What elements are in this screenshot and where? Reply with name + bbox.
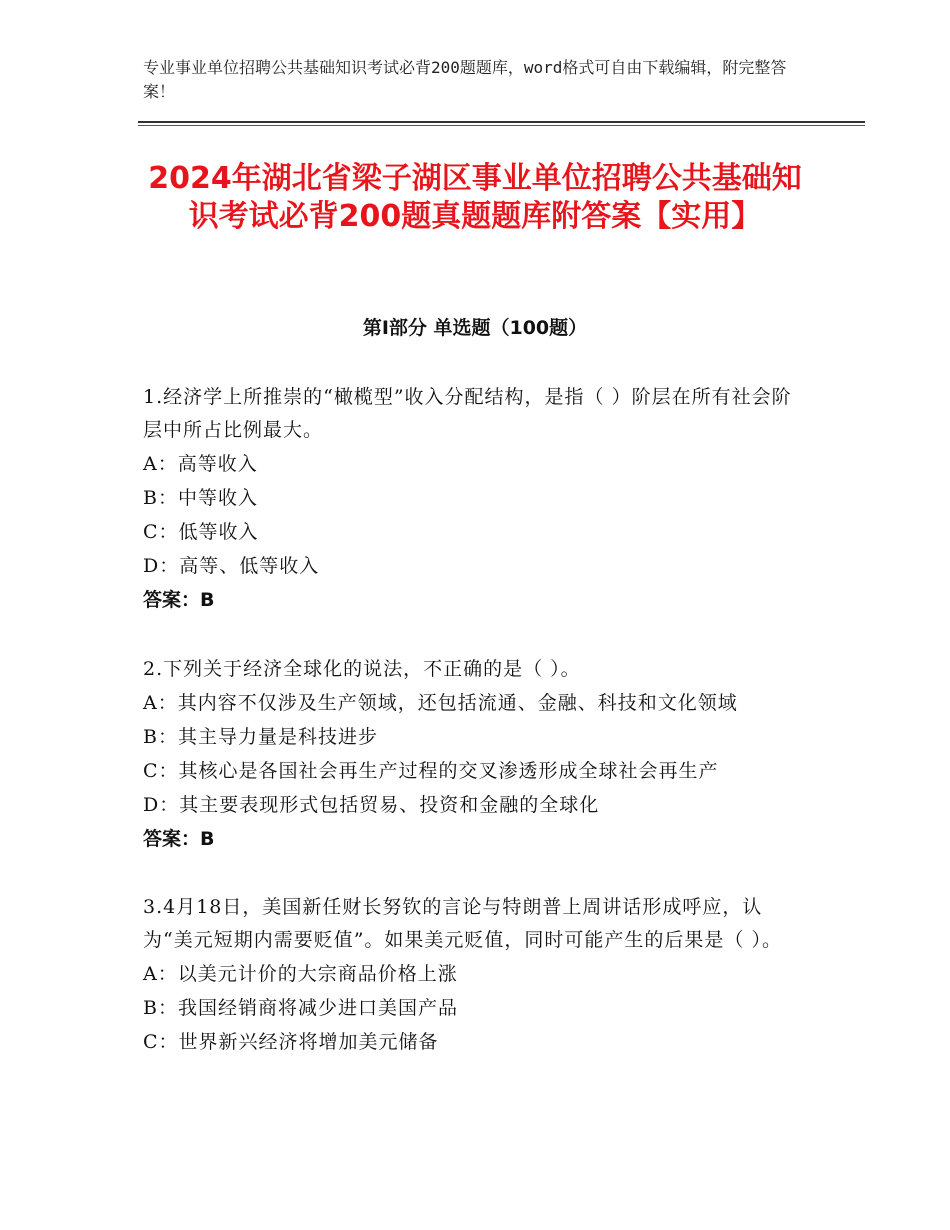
option-b: B：我国经销商将减少进口美国产品 <box>143 997 458 1019</box>
header-note: 专业事业单位招聘公共基础知识考试必背200题题库，word格式可自由下载编辑，附完整答案！ <box>143 58 787 101</box>
document-title: 2024年湖北省梁子湖区事业单位招聘公共基础知识考试必背200题真题题库附答案【实用】 <box>148 161 802 234</box>
question-1 <box>143 381 803 617</box>
question-stem: 3.4月18日，美国新任财长努钦的言论与特朗普上周讲话形成呼应，认为“美元短期内需要贬值”。如果美元贬值，同时可能产生的后果是（ ）。 <box>143 896 782 951</box>
option-b: B：其主导力量是科技进步 <box>143 726 378 748</box>
option-c: C：其核心是各国社会再生产过程的交叉渗透形成全球社会再生产 <box>143 760 719 782</box>
header-divider-thick <box>138 121 865 123</box>
answer: 答案：B <box>143 828 215 850</box>
option-a: A：以美元计价的大宗商品价格上涨 <box>143 963 458 985</box>
option-a: A：高等收入 <box>143 453 258 475</box>
question-stem: 2.下列关于经济全球化的说法，不正确的是（ ）。 <box>143 658 581 680</box>
header-divider-thin <box>138 125 865 126</box>
option-d: D：其主要表现形式包括贸易、投资和金融的全球化 <box>143 794 600 816</box>
option-a: A：其内容不仅涉及生产领域，还包括流通、金融、科技和文化领域 <box>143 692 738 714</box>
question-stem: 1.经济学上所推崇的“橄榄型”收入分配结构，是指（ ）阶层在所有社会阶层中所占比例最大。 <box>143 386 792 441</box>
question-2 <box>143 653 803 856</box>
option-b: B：中等收入 <box>143 487 258 509</box>
section-title: 第Ⅰ部分 单选题（100题） <box>362 317 588 339</box>
option-c: C：世界新兴经济将增加美元储备 <box>143 1031 439 1053</box>
option-d: D：高等、低等收入 <box>143 555 320 577</box>
answer: 答案：B <box>143 589 215 611</box>
option-c: C：低等收入 <box>143 521 259 543</box>
question-3 <box>143 891 803 1059</box>
